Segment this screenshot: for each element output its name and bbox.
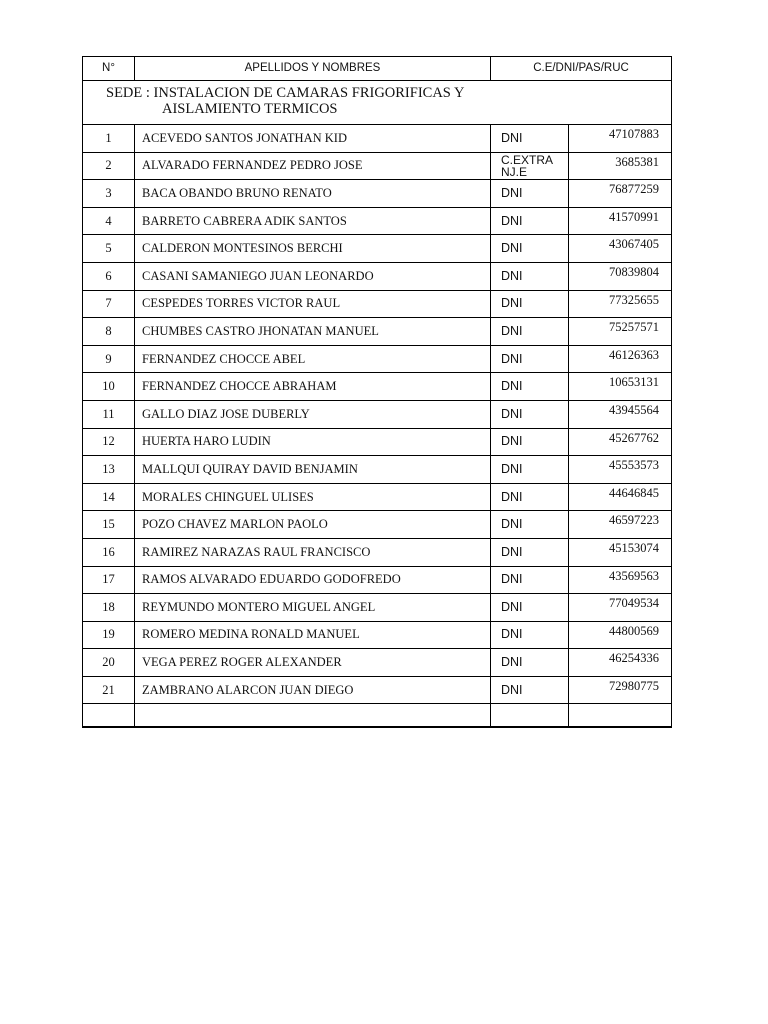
row-document-type: DNI — [491, 566, 569, 594]
row-full-name: ZAMBRANO ALARCON JUAN DIEGO — [135, 676, 491, 704]
row-number: 5 — [83, 235, 135, 263]
row-document-type: DNI — [491, 483, 569, 511]
table-row — [83, 566, 672, 594]
row-document-type: DNI — [491, 400, 569, 428]
row-number: 9 — [83, 345, 135, 373]
row-document-number: 46126363 — [569, 345, 672, 373]
row-number: 18 — [83, 594, 135, 622]
row-document-number: 46597223 — [569, 511, 672, 539]
row-number: 7 — [83, 290, 135, 318]
row-full-name: CESPEDES TORRES VICTOR RAUL — [135, 290, 491, 318]
row-full-name: ALVARADO FERNANDEZ PEDRO JOSE — [135, 152, 491, 180]
row-number: 1 — [83, 125, 135, 153]
row-document-number: 3685381 — [569, 152, 672, 180]
row-document-type: DNI — [491, 621, 569, 649]
empty-cell — [135, 704, 491, 728]
row-document-number: 47107883 — [569, 125, 672, 153]
empty-cell — [83, 704, 135, 728]
row-document-type: DNI — [491, 428, 569, 456]
row-number: 4 — [83, 207, 135, 235]
row-document-type: DNI — [491, 594, 569, 622]
row-number: 12 — [83, 428, 135, 456]
row-full-name: BARRETO CABRERA ADIK SANTOS — [135, 207, 491, 235]
table-row — [83, 373, 672, 401]
header-number: N° — [83, 57, 135, 81]
row-full-name: CHUMBES CASTRO JHONATAN MANUEL — [135, 318, 491, 346]
row-number: 16 — [83, 538, 135, 566]
row-document-number: 44800569 — [569, 621, 672, 649]
table-row — [83, 207, 672, 235]
row-number: 19 — [83, 621, 135, 649]
table-row — [83, 676, 672, 704]
row-document-type: C.EXTRA NJ.E — [491, 152, 569, 180]
table-row — [83, 649, 672, 677]
row-document-type: DNI — [491, 207, 569, 235]
table-row — [83, 345, 672, 373]
empty-cell — [569, 704, 672, 728]
sede-title-line1: SEDE : INSTALACION DE CAMARAS FRIGORIFICAS Y — [106, 85, 465, 101]
row-number: 15 — [83, 511, 135, 539]
row-full-name: HUERTA HARO LUDIN — [135, 428, 491, 456]
table-row — [83, 125, 672, 153]
sede-title-line2: AISLAMIENTO TERMICOS — [162, 101, 338, 117]
row-document-number: 43067405 — [569, 235, 672, 263]
header-document: C.E/DNI/PAS/RUC — [491, 57, 672, 81]
row-full-name: POZO CHAVEZ MARLON PAOLO — [135, 511, 491, 539]
table-row — [83, 262, 672, 290]
row-number: 11 — [83, 400, 135, 428]
row-number: 14 — [83, 483, 135, 511]
row-document-type: DNI — [491, 538, 569, 566]
table-row — [83, 400, 672, 428]
row-document-number: 76877259 — [569, 180, 672, 208]
row-number: 13 — [83, 456, 135, 484]
row-number: 3 — [83, 180, 135, 208]
row-document-number: 45267762 — [569, 428, 672, 456]
sede-title — [83, 81, 671, 117]
row-document-type: DNI — [491, 180, 569, 208]
table-row — [83, 428, 672, 456]
row-number: 20 — [83, 649, 135, 677]
row-full-name: RAMIREZ NARAZAS RAUL FRANCISCO — [135, 538, 491, 566]
row-full-name: ROMERO MEDINA RONALD MANUEL — [135, 621, 491, 649]
empty-row — [83, 704, 672, 728]
table-row — [83, 152, 672, 180]
table-row — [83, 511, 672, 539]
row-document-type: DNI — [491, 373, 569, 401]
row-document-number: 46254336 — [569, 649, 672, 677]
row-number: 17 — [83, 566, 135, 594]
sede-row — [83, 81, 672, 125]
empty-cell — [491, 704, 569, 728]
table-row — [83, 594, 672, 622]
header-full-name: APELLIDOS Y NOMBRES — [135, 57, 491, 81]
row-full-name: VEGA PEREZ ROGER ALEXANDER — [135, 649, 491, 677]
row-document-number: 43945564 — [569, 400, 672, 428]
row-full-name: RAMOS ALVARADO EDUARDO GODOFREDO — [135, 566, 491, 594]
row-document-type: DNI — [491, 456, 569, 484]
row-document-number: 72980775 — [569, 676, 672, 704]
row-full-name: CALDERON MONTESINOS BERCHI — [135, 235, 491, 263]
row-document-number: 75257571 — [569, 318, 672, 346]
row-document-number: 70839804 — [569, 262, 672, 290]
table-row — [83, 235, 672, 263]
row-full-name: MORALES CHINGUEL ULISES — [135, 483, 491, 511]
table-header-row — [83, 57, 672, 81]
table-row — [83, 318, 672, 346]
row-document-type: DNI — [491, 345, 569, 373]
row-full-name: FERNANDEZ CHOCCE ABRAHAM — [135, 373, 491, 401]
row-full-name: REYMUNDO MONTERO MIGUEL ANGEL — [135, 594, 491, 622]
table-row — [83, 621, 672, 649]
row-number: 2 — [83, 152, 135, 180]
row-document-type: DNI — [491, 649, 569, 677]
row-full-name: MALLQUI QUIRAY DAVID BENJAMIN — [135, 456, 491, 484]
row-number: 21 — [83, 676, 135, 704]
sede-cell — [83, 81, 672, 125]
row-full-name: FERNANDEZ CHOCCE ABEL — [135, 345, 491, 373]
row-document-number: 45153074 — [569, 538, 672, 566]
table-row — [83, 180, 672, 208]
row-document-number: 44646845 — [569, 483, 672, 511]
row-document-type: DNI — [491, 318, 569, 346]
row-document-type: DNI — [491, 262, 569, 290]
row-document-number: 10653131 — [569, 373, 672, 401]
row-document-type: DNI — [491, 511, 569, 539]
row-document-type: DNI — [491, 676, 569, 704]
personnel-table — [82, 56, 672, 728]
row-full-name: CASANI SAMANIEGO JUAN LEONARDO — [135, 262, 491, 290]
row-document-number: 45553573 — [569, 456, 672, 484]
row-document-number: 43569563 — [569, 566, 672, 594]
row-document-number: 77325655 — [569, 290, 672, 318]
row-number: 8 — [83, 318, 135, 346]
row-number: 6 — [83, 262, 135, 290]
table-row — [83, 456, 672, 484]
row-document-type: DNI — [491, 125, 569, 153]
row-document-number: 77049534 — [569, 594, 672, 622]
row-full-name: ACEVEDO SANTOS JONATHAN KID — [135, 125, 491, 153]
row-document-type: DNI — [491, 290, 569, 318]
table-row — [83, 483, 672, 511]
row-number: 10 — [83, 373, 135, 401]
row-full-name: GALLO DIAZ JOSE DUBERLY — [135, 400, 491, 428]
row-document-number: 41570991 — [569, 207, 672, 235]
table-row — [83, 538, 672, 566]
table-row — [83, 290, 672, 318]
row-full-name: BACA OBANDO BRUNO RENATO — [135, 180, 491, 208]
row-document-type: DNI — [491, 235, 569, 263]
